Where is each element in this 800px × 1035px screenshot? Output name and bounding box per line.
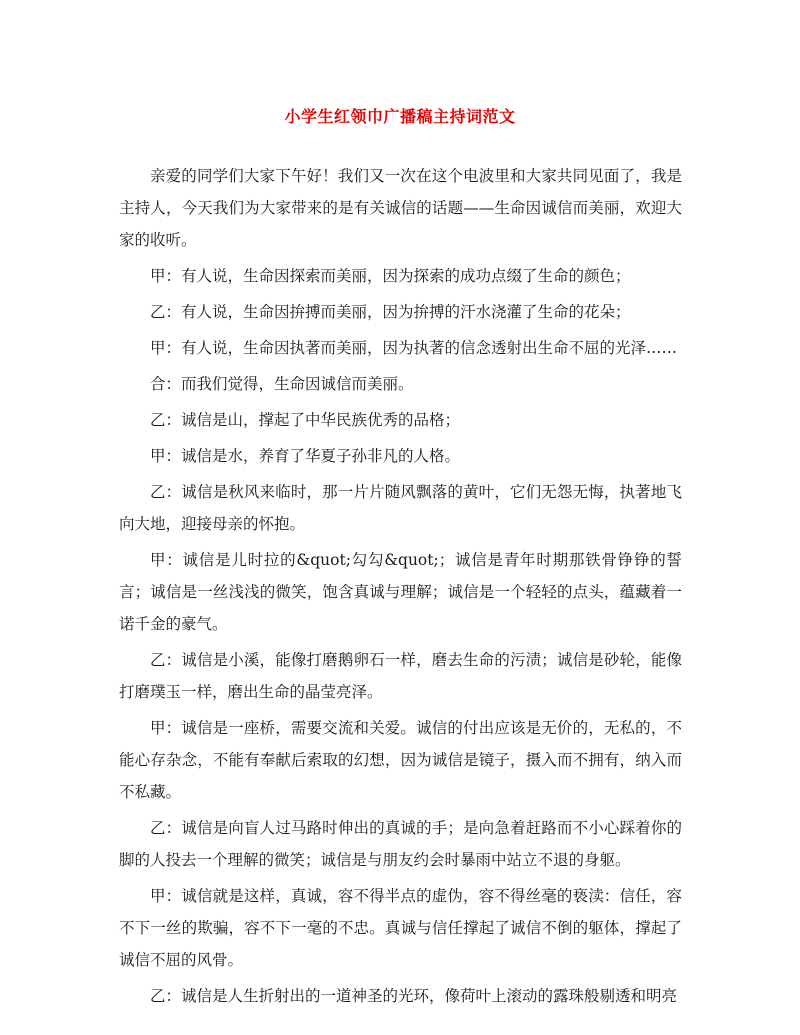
paragraph: 亲爱的同学们大家下午好！我们又一次在这个电波里和大家共同见面了，我是主持人，今天我们为大家带来的是有关诚信的话题——生命因诚信而美丽，欢迎大家的收听。 xyxy=(119,167,682,249)
paragraph: 甲：有人说，生命因探索而美丽，因为探索的成功点缀了生命的颜色； xyxy=(150,267,631,285)
paragraph: 乙：诚信是山，撑起了中华民族优秀的品格； xyxy=(150,411,461,429)
paragraph: 甲：诚信就是这样，真诚，容不得半点的虚伪，容不得丝毫的亵渎：信任，容不下一丝的欺骗，容不下一毫的不忠。真诚与信任撑起了诚信不倒的躯体，撑起了诚信不屈的风骨。 xyxy=(119,887,682,969)
paragraph: 乙：诚信是向盲人过马路时伸出的真诚的手；是向急着赶路而不小心踩着你的脚的人投去一个理解的微笑；诚信是与朋友约会时暴雨中站立不退的身躯。 xyxy=(119,819,682,869)
document-body xyxy=(119,160,682,1016)
paragraph: 乙：诚信是秋风来临时，那一片片随风飘落的黄叶，它们无怨无悔，执著地飞向大地，迎接母亲的怀抱。 xyxy=(119,483,682,533)
paragraph: 合：而我们觉得，生命因诚信而美丽。 xyxy=(150,375,414,393)
paragraph: 乙：诚信是小溪，能像打磨鹅卵石一样，磨去生命的污渍；诚信是砂轮，能像打磨璞玉一样，磨出生命的晶莹亮泽。 xyxy=(119,651,682,701)
paragraph: 乙：有人说，生命因拚搏而美丽，因为拚搏的汗水浇灌了生命的花朵； xyxy=(150,303,631,321)
document-title: 小学生红领巾广播稿主持词范文 xyxy=(284,107,516,126)
paragraph: 甲：诚信是一座桥，需要交流和关爱。诚信的付出应该是无价的，无私的，不能心存杂念，不能有奉献后索取的幻想，因为诚信是镜子，摄入而不拥有，纳入而不私藏。 xyxy=(119,719,682,801)
paragraph: 甲：诚信是儿时拉的&quot;勾勾&quot;；诚信是青年时期那铁骨铮铮的誓言；诚信是一丝浅浅的微笑，饱含真诚与理解；诚信是一个轻轻的点头，蕴藏着一诺千金的豪气。 xyxy=(119,551,682,633)
paragraph: 乙：诚信是人生折射出的一道神圣的光环，像荷叶上滚动的露珠般剔透和明亮 xyxy=(150,987,678,1005)
paragraph: 甲：有人说，生命因执著而美丽，因为执著的信念透射出生命不屈的光泽…… xyxy=(150,339,678,357)
paragraph: 甲：诚信是水，养育了华夏子孙非凡的人格。 xyxy=(150,447,461,465)
